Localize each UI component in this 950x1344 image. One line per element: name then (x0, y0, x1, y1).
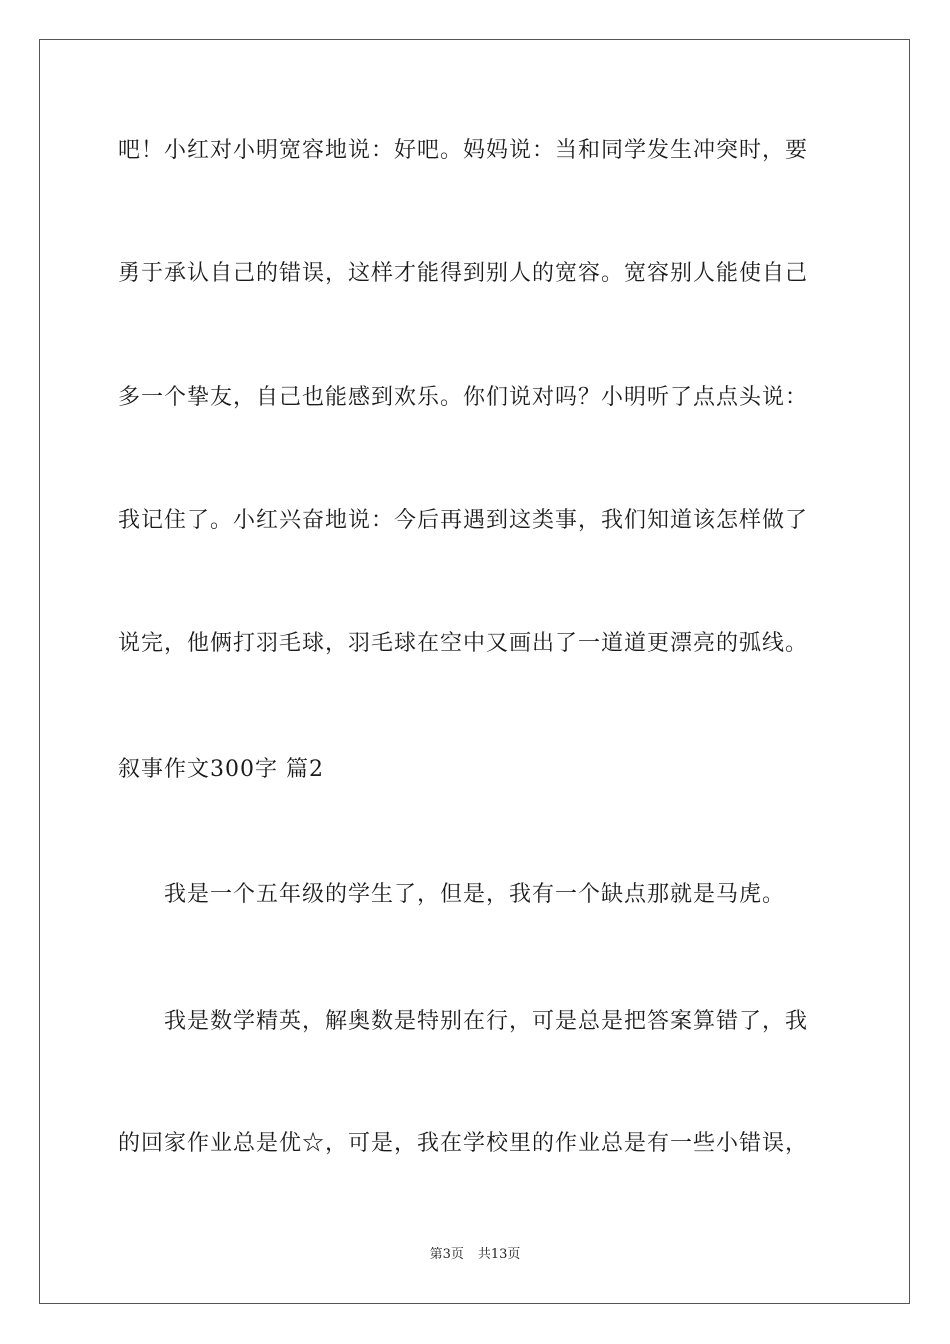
paragraph-line-2: 勇于承认自己的错误，这样才能得到别人的宽容。宽容别人能使自己 (118, 261, 809, 286)
paragraph-line-1: 吧！小红对小明宽容地说：好吧。妈妈说：当和同学发生冲突时，要 (118, 138, 809, 163)
paragraph-line-7: 我是一个五年级的学生了，但是，我有一个缺点那就是马虎。 (164, 882, 786, 907)
section-heading: 叙事作文300字 篇2 (118, 757, 324, 782)
paragraph-line-9: 的回家作业总是优☆，可是，我在学校里的作业总是有一些小错误， (118, 1131, 809, 1156)
page-border (39, 39, 910, 1304)
paragraph-line-8: 我是数学精英，解奥数是特别在行，可是总是把答案算错了，我 (164, 1009, 809, 1034)
paragraph-line-4: 我记住了。小红兴奋地说：今后再遇到这类事，我们知道该怎样做了 (118, 508, 809, 533)
page-total: 共13页 (477, 1247, 521, 1262)
paragraph-line-3: 多一个挚友，自己也能感到欢乐。你们说对吗？小明听了点点头说： (118, 385, 809, 410)
page-footer (0, 1246, 950, 1264)
page-number: 第3页 (429, 1247, 464, 1262)
paragraph-line-5: 说完，他俩打羽毛球，羽毛球在空中又画出了一道道更漂亮的弧线。 (118, 631, 809, 656)
